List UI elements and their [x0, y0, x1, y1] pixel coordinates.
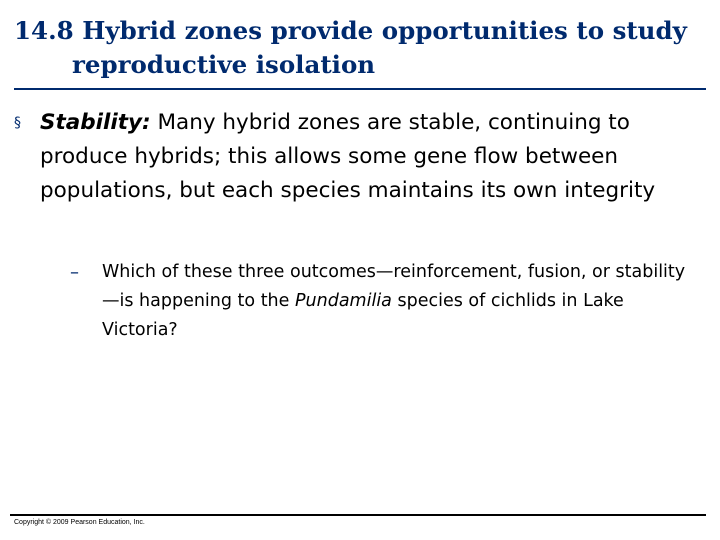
species-name: Pundamilia — [294, 291, 392, 311]
square-bullet-icon: § — [14, 115, 21, 131]
bullet-body: Many hybrid zones are stable, continuing to produce hybrids; this allows some gene flow between populations, but each species maintains its own integrity — [40, 110, 656, 203]
sub-bullet-text-before: Which of these three outcomes—reinforcement, fusion, or stability—is happening to the — [102, 262, 686, 311]
slide-title-line-2: reproductive isolation — [72, 50, 376, 79]
sub-bullet-text — [102, 258, 690, 345]
bullet-lead-term: Stability: — [40, 110, 151, 135]
copyright-footer: Copyright © 2009 Pearson Education, Inc. — [14, 519, 145, 526]
main-bullet — [14, 106, 694, 208]
title-divider — [14, 88, 706, 90]
sub-bullet — [70, 258, 690, 345]
slide-title-line-1: 14.8 Hybrid zones provide opportunities to study — [14, 16, 687, 45]
slide-title — [14, 14, 704, 82]
sub-bullet-text-after: species of cichlids in Lake Victoria? — [102, 291, 624, 340]
dash-bullet-icon: – — [70, 262, 79, 283]
footer-divider — [10, 514, 706, 516]
main-bullet-text — [40, 106, 694, 208]
